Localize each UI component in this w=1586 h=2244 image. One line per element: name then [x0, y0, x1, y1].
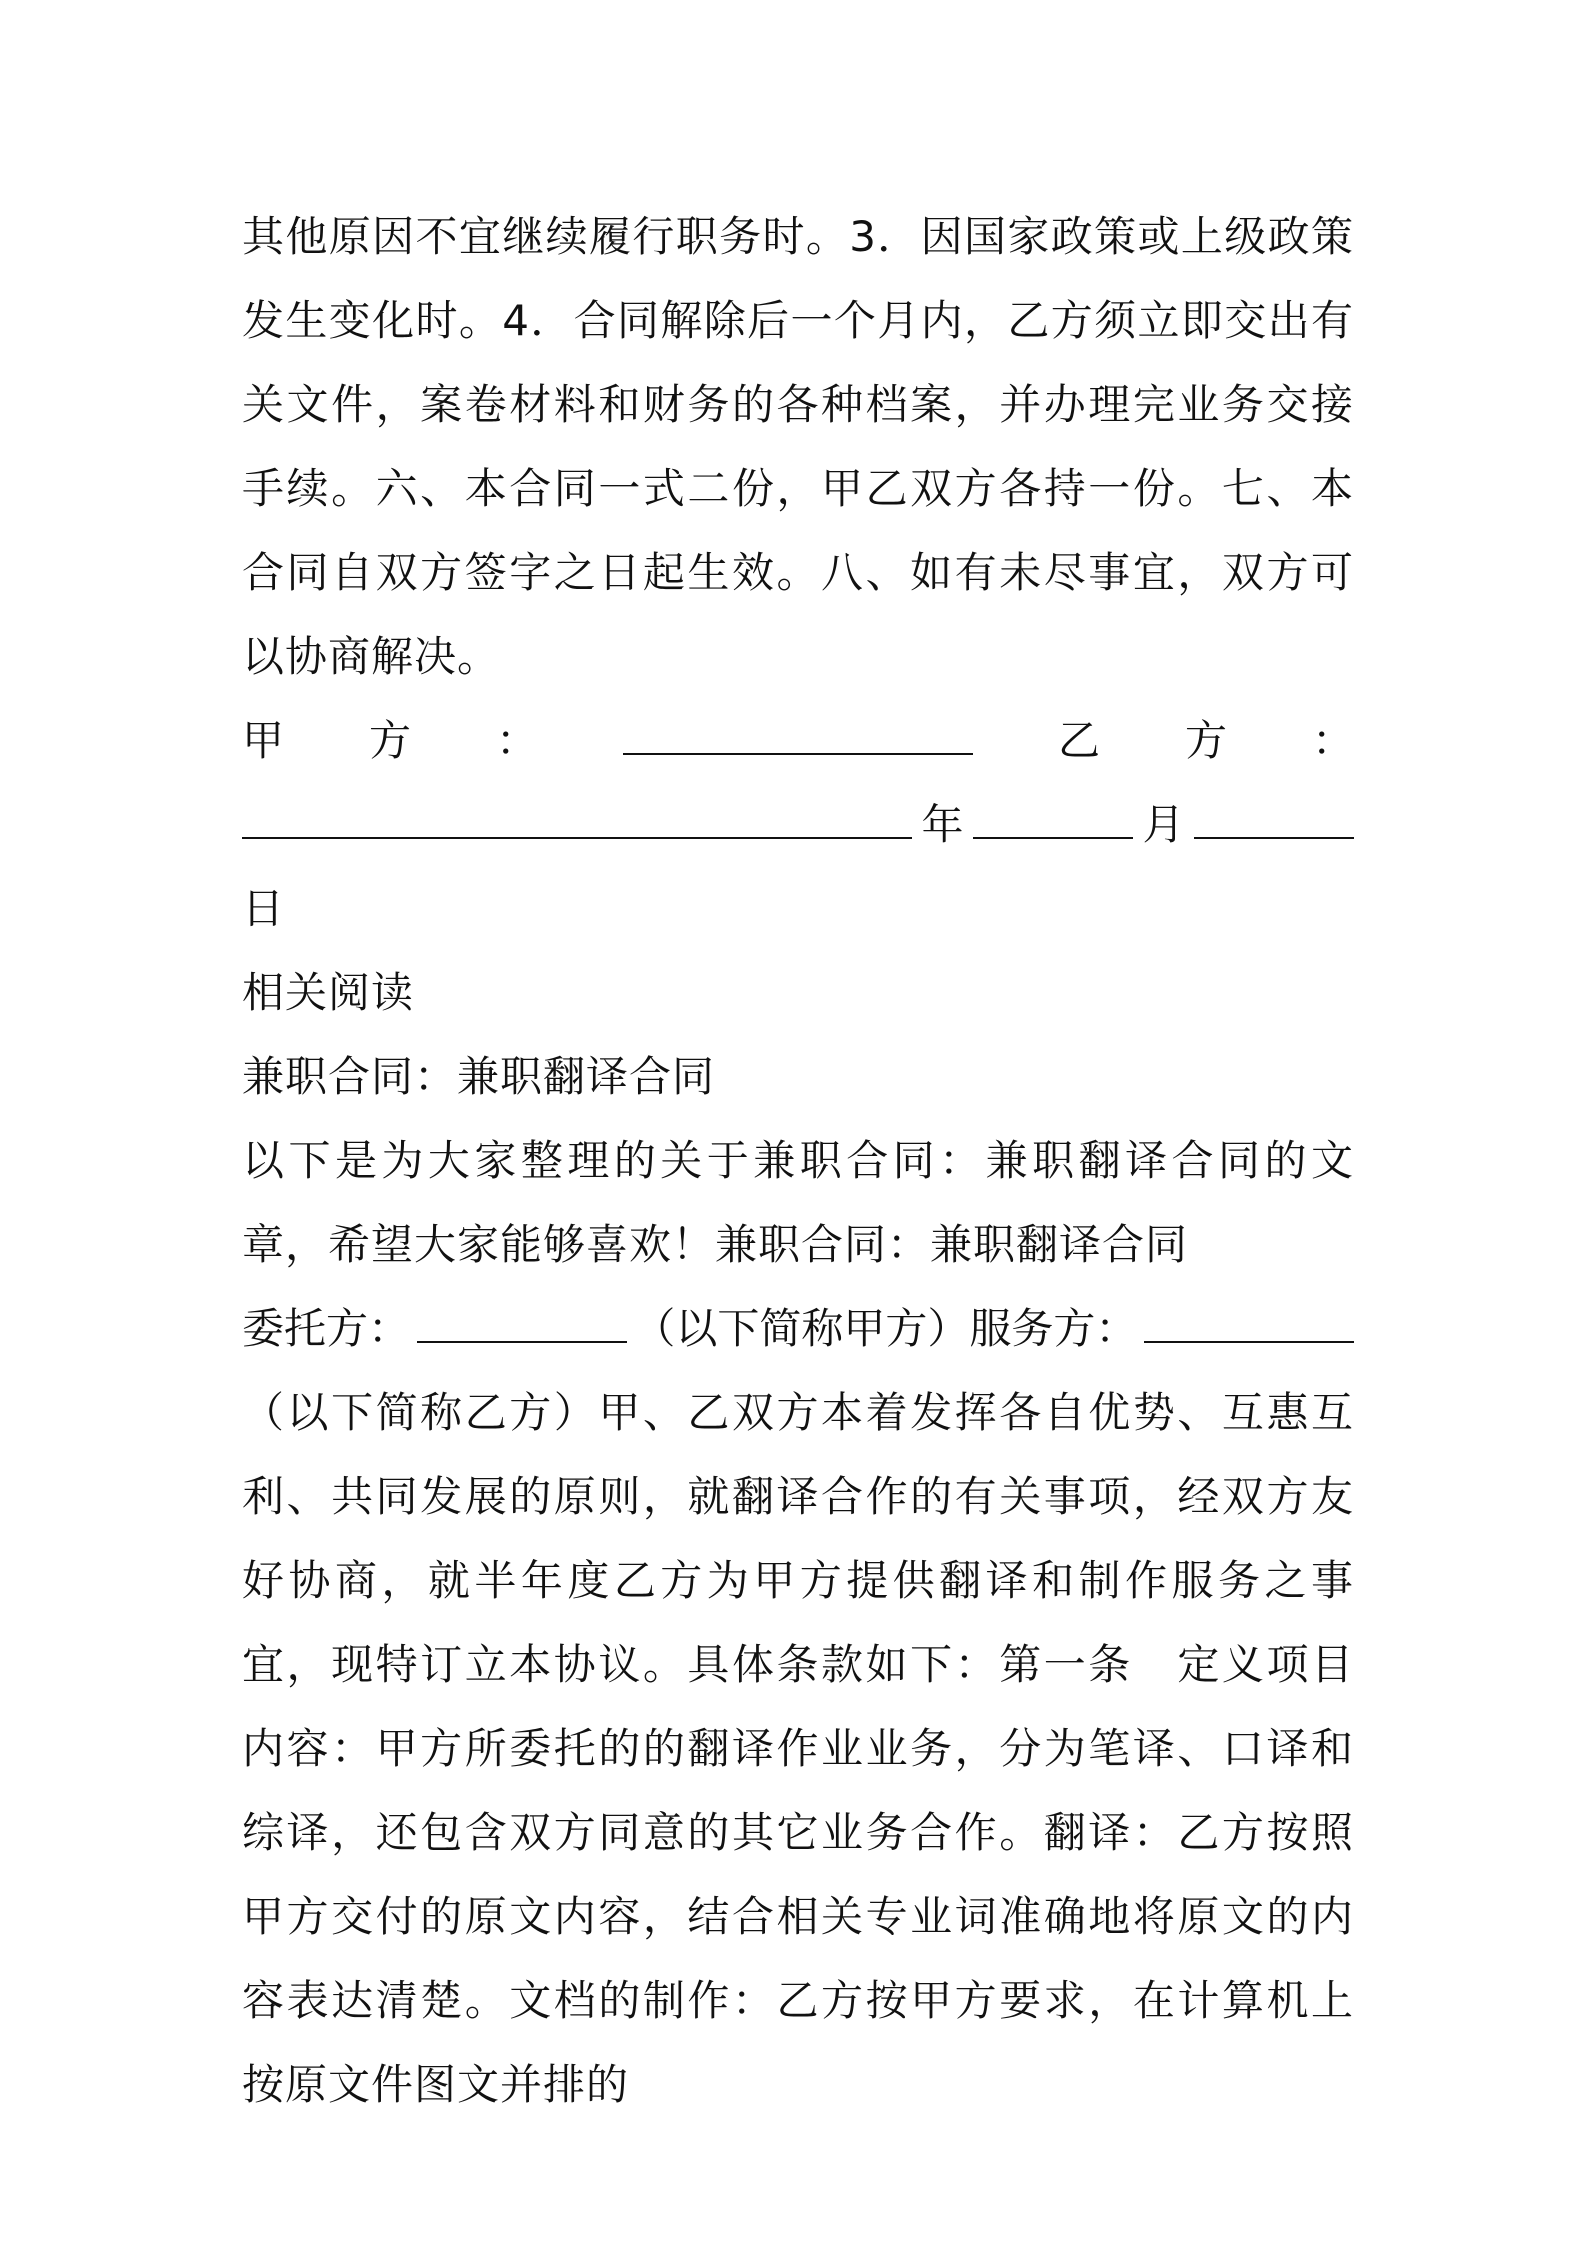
client-note: （以下简称甲方）服务方： — [633, 1304, 1138, 1353]
day-blank — [1194, 803, 1354, 839]
document-page — [242, 195, 1354, 2127]
signature-line-parties — [242, 699, 1354, 783]
client-service-line — [242, 1287, 1354, 1371]
month-blank — [973, 803, 1133, 839]
service-blank — [1144, 1307, 1354, 1343]
party-a-char-1: 甲 — [242, 716, 285, 765]
day-label: 日 — [242, 884, 286, 933]
contract-body-paragraph: （以下简称乙方）甲、乙双方本着发挥各自优势、互惠互利、共同发展的原则，就翻译合作的有关事项，经双方友好协商，就半年度乙方为甲方提供翻译和制作服务之事宜，现特订立本协议。具体条款如下：第一条 定义项目内容：甲方所委托的的翻译作业业务，分为笔译、口译和综译，还包含双方同意的其它业务合作。翻译：乙方按照甲方交付的原文内容，结合相关专业词准确地将原文的内容表达清楚。文档的制作：乙方按甲方要求，在计算机上按原文件图文并排的 — [242, 1388, 1354, 2109]
party-b-char-2: 方 — [1184, 716, 1227, 765]
party-b-char-1: 乙 — [1057, 716, 1100, 765]
related-reading-heading: 相关阅读 — [242, 968, 415, 1017]
party-b-signature-blank — [242, 803, 912, 839]
article-intro: 以下是为大家整理的关于兼职合同：兼职翻译合同的文章，希望大家能够喜欢！兼职合同：兼职翻译合同 — [242, 1136, 1354, 1269]
contract-termination-paragraph: 其他原因不宜继续履行职务时。3．因国家政策或上级政策发生变化时。4．合同解除后一个月内，乙方须立即交出有关文件，案卷材料和财务的各种档案，并办理完业务交接手续。六、本合同一式二份，甲乙双方各持一份。七、本合同自双方签字之日起生效。八、如有未尽事宜，双方可以协商解决。 — [242, 212, 1354, 681]
party-a-char-2: 方 — [369, 716, 412, 765]
party-a-colon: ： — [496, 716, 539, 765]
party-a-signature-blank — [623, 719, 973, 755]
article-title: 兼职合同：兼职翻译合同 — [242, 1052, 716, 1101]
month-label: 月 — [1142, 800, 1185, 849]
client-blank — [417, 1307, 627, 1343]
year-label: 年 — [921, 800, 964, 849]
client-label: 委托方： — [242, 1304, 411, 1353]
party-b-colon: ： — [1311, 716, 1354, 765]
signature-line-date — [242, 783, 1354, 867]
